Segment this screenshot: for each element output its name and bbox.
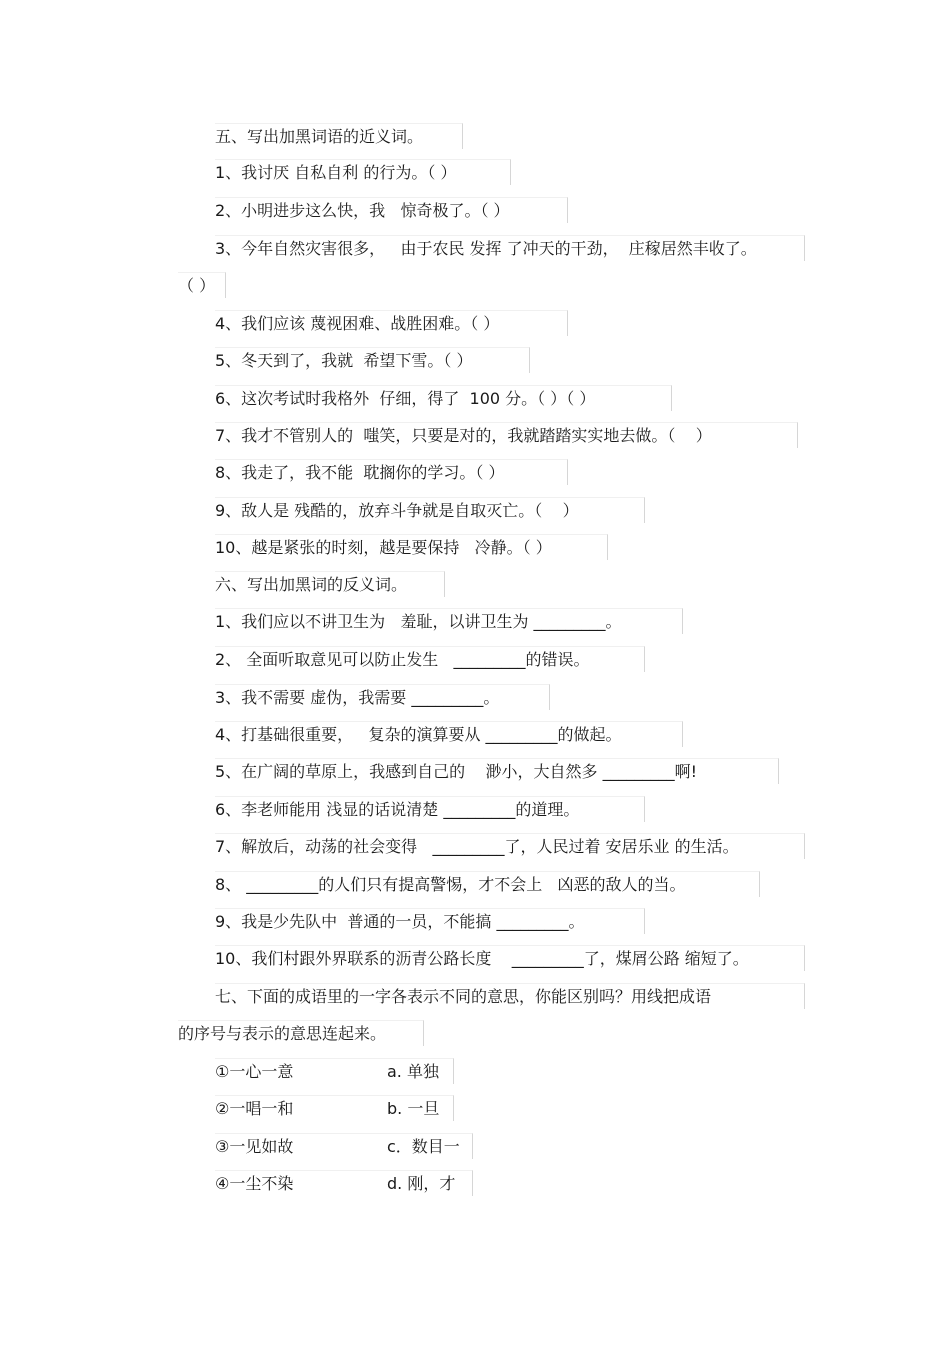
match-pair-4 <box>215 1170 473 1196</box>
section6-item-6: 6、李老师能用 浅显的话说清楚 _________的道理。 <box>215 796 645 822</box>
idiom-4[interactable]: ④一尘不染 <box>215 1174 294 1193</box>
section5-item-1: 1、我讨厌 自私自利 的行为。（ ） <box>215 159 511 185</box>
section5-item-2: 2、小明进步这么快，我 惊奇极了。（ ） <box>215 197 568 223</box>
section6-heading: 六、写出加黑词的反义词。 <box>215 571 445 597</box>
match-pair-2 <box>215 1095 454 1121</box>
section7-heading-line2: 的序号与表示的意思连起来。 <box>178 1020 424 1046</box>
section6-item-5: 5、在广阔的草原上，我感到自己的 渺小，大自然多 _________啊! <box>215 758 779 784</box>
section5-item-3: 3、今年自然灾害很多， 由于农民 发挥 了冲天的干劲， 庄稼居然丰收了。 <box>215 235 805 261</box>
section5-item-7: 7、我才不管别人的 嗤笑，只要是对的，我就踏踏实实地去做。（ ） <box>215 422 798 448</box>
section5-item-8: 8、我走了，我不能 耽搁你的学习。（ ） <box>215 459 568 485</box>
section5-item-4: 4、我们应该 蔑视困难、战胜困难。（ ） <box>215 310 568 336</box>
section5-heading: 五、写出加黑词语的近义词。 <box>215 123 463 149</box>
section5-item-3-bracket: （ ） <box>178 272 226 298</box>
section6-item-4: 4、打基础很重要， 复杂的演算要从 _________的做起。 <box>215 721 683 747</box>
section5-item-9: 9、敌人是 残酷的，放弃斗争就是自取灭亡。（ ） <box>215 497 645 523</box>
section6-item-10: 10、我们村跟外界联系的沥青公路长度 _________了，煤屑公路 缩短了。 <box>215 945 805 971</box>
section5-item-10: 10、越是紧张的时刻，越是要保持 冷静。（ ） <box>215 534 608 560</box>
idiom-3[interactable]: ③一见如故 <box>215 1137 294 1156</box>
section5-item-6: 6、这次考试时我格外 仔细，得了 100 分。（ ）（ ） <box>215 385 672 411</box>
meaning-b[interactable]: b. 一旦 <box>387 1099 440 1118</box>
section6-item-3: 3、我不需要 虚伪，我需要 _________。 <box>215 684 550 710</box>
section6-item-1: 1、我们应以不讲卫生为 羞耻，以讲卫生为 _________。 <box>215 608 683 634</box>
match-pair-3 <box>215 1133 473 1159</box>
idiom-2[interactable]: ②一唱一和 <box>215 1099 294 1118</box>
meaning-a[interactable]: a. 单独 <box>387 1062 439 1081</box>
section7-heading-line1: 七、下面的成语里的一字各表示不同的意思，你能区别吗？用线把成语 <box>215 983 805 1009</box>
idiom-1[interactable]: ①一心一意 <box>215 1062 294 1081</box>
meaning-d[interactable]: d. 刚，才 <box>387 1174 456 1193</box>
meaning-c[interactable]: c．数目一 <box>387 1137 460 1156</box>
match-pair-1 <box>215 1058 454 1084</box>
section6-item-9: 9、我是少先队中 普通的一员，不能搞 _________。 <box>215 908 645 934</box>
section5-item-5: 5、冬天到了，我就 希望下雪。（ ） <box>215 347 530 373</box>
section6-item-8: 8、 _________的人们只有提高警惕，才不会上 凶恶的敌人的当。 <box>215 871 760 897</box>
section6-item-7: 7、解放后，动荡的社会变得 _________了，人民过着 安居乐业 的生活。 <box>215 833 805 859</box>
section6-item-2: 2、 全面听取意见可以防止发生 _________的错误。 <box>215 646 645 672</box>
